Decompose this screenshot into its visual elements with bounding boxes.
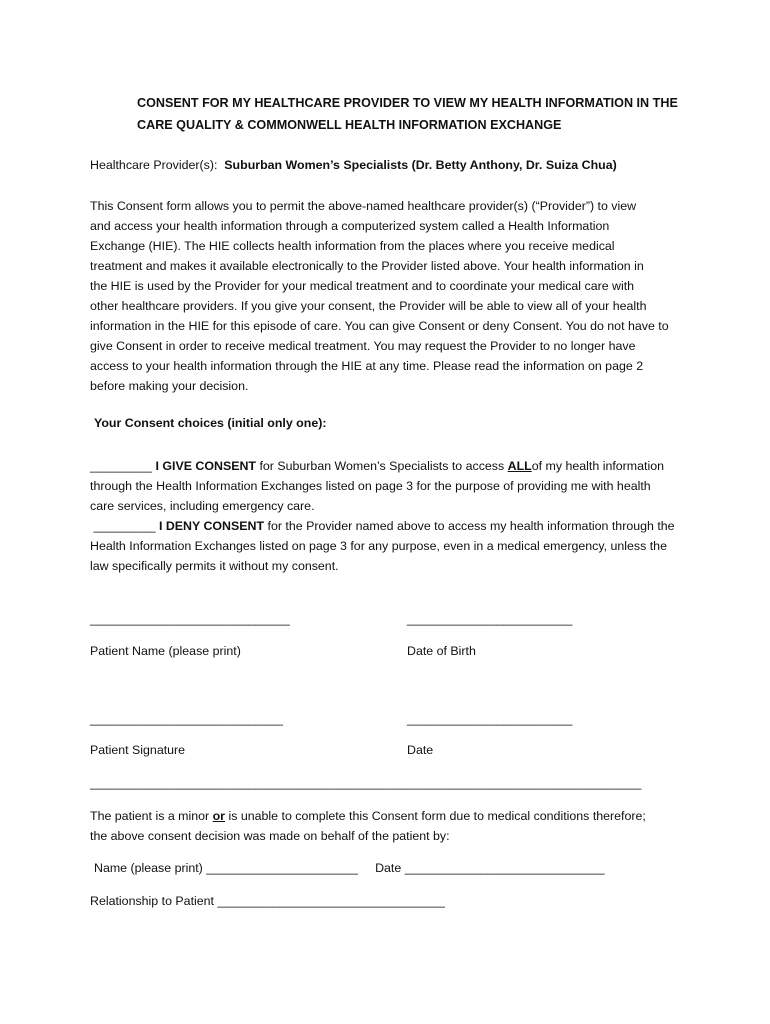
intro-line: This Consent form allows you to permit the above-named healthcare provider(s) (“Provider”) to view <box>90 199 637 213</box>
section-divider: ________________________________________________________________________________ <box>90 776 642 790</box>
choices-heading: Your Consent choices (initial only one): <box>94 416 327 430</box>
or-emphasis: or <box>212 809 226 823</box>
relationship-row <box>90 894 445 908</box>
give-consent-line-2: through the Health Information Exchanges listed on page 3 for the purpose of providing me with health <box>90 479 651 493</box>
deny-consent-label: I DENY CONSENT <box>158 519 265 533</box>
intro-line: give Consent in order to receive medical treatment. You may request the Provider to no longer have <box>90 339 636 353</box>
signature-date-field[interactable]: ________________________ <box>407 712 573 726</box>
deny-consent-initial-field[interactable]: _________ <box>93 519 156 533</box>
deny-consent-option <box>90 516 675 576</box>
representative-date-field[interactable]: _____________________________ <box>404 861 605 875</box>
provider-value: Suburban Women’s Specialists (Dr. Betty Anthony, Dr. Suiza Chua) <box>224 158 617 172</box>
patient-name-label: Patient Name (please print) <box>90 644 241 658</box>
provider-line <box>90 158 617 172</box>
intro-line: treatment and makes it available electronically to the Provider listed above. Your health information in <box>90 259 644 273</box>
give-consent-line-3: care services, including emergency care. <box>90 499 315 513</box>
minor-text: The patient is a minor <box>90 809 210 823</box>
give-consent-line-1 <box>90 456 664 476</box>
give-consent-label: I GIVE CONSENT <box>155 459 257 473</box>
intro-line: information in the HIE for this episode of care. You can give Consent or deny Consent. You do not have to <box>90 319 669 333</box>
relationship-field[interactable]: _________________________________ <box>217 894 445 908</box>
deny-consent-line-2: Health Information Exchanges listed on page 3 for any purpose, even in a medical emergency, unless the <box>90 539 667 553</box>
date-of-birth-field[interactable]: ________________________ <box>407 612 573 626</box>
form-title-line-1: CONSENT FOR MY HEALTHCARE PROVIDER TO VIEW MY HEALTH INFORMATION IN THE <box>137 96 678 110</box>
give-consent-option <box>90 456 664 516</box>
representative-row <box>94 861 605 875</box>
deny-consent-line-3: law specifically permits it without my consent. <box>90 559 339 573</box>
signature-date-label: Date <box>407 743 434 757</box>
form-title-line-2: CARE QUALITY & COMMONWELL HEALTH INFORMATION EXCHANGE <box>137 118 562 132</box>
deny-consent-line-1 <box>90 516 675 536</box>
minor-line-1 <box>90 806 646 826</box>
give-consent-text-end: of my health information <box>531 459 664 473</box>
provider-label: Healthcare Provider(s): <box>90 158 218 172</box>
minor-section <box>90 806 646 846</box>
representative-name-field[interactable]: ______________________ <box>206 861 358 875</box>
patient-name-field[interactable]: _____________________________ <box>90 612 290 626</box>
intro-line: and access your health information through a computerized system called a Health Information <box>90 219 610 233</box>
give-consent-text: for Suburban Women’s Specialists to access <box>259 459 505 473</box>
patient-signature-label: Patient Signature <box>90 743 186 757</box>
minor-line-2: the above consent decision was made on behalf of the patient by: <box>90 829 450 843</box>
representative-date-label: Date <box>375 861 402 875</box>
intro-line: Exchange (HIE). The HIE collects health information from the places where you receive medical <box>90 239 615 253</box>
relationship-label: Relationship to Patient <box>90 894 214 908</box>
representative-name-label: Name (please print) <box>94 861 203 875</box>
intro-line: the HIE is used by the Provider for your medical treatment and to coordinate your medical care with <box>90 279 635 293</box>
intro-paragraph <box>90 196 669 396</box>
date-of-birth-label: Date of Birth <box>407 644 476 658</box>
deny-consent-text: for the Provider named above to access my health information through the <box>267 519 675 533</box>
intro-line: access to your health information through the HIE at any time. Please read the information on page 2 <box>90 359 644 373</box>
all-emphasis: ALL <box>507 459 532 473</box>
patient-signature-field[interactable]: ____________________________ <box>90 712 283 726</box>
intro-line: other healthcare providers. If you give your consent, the Provider will be able to view all of your health <box>90 299 647 313</box>
intro-line: before making your decision. <box>90 379 249 393</box>
minor-text-end: is unable to complete this Consent form due to medical conditions therefore; <box>228 809 646 823</box>
give-consent-initial-field[interactable]: _________ <box>90 459 153 473</box>
